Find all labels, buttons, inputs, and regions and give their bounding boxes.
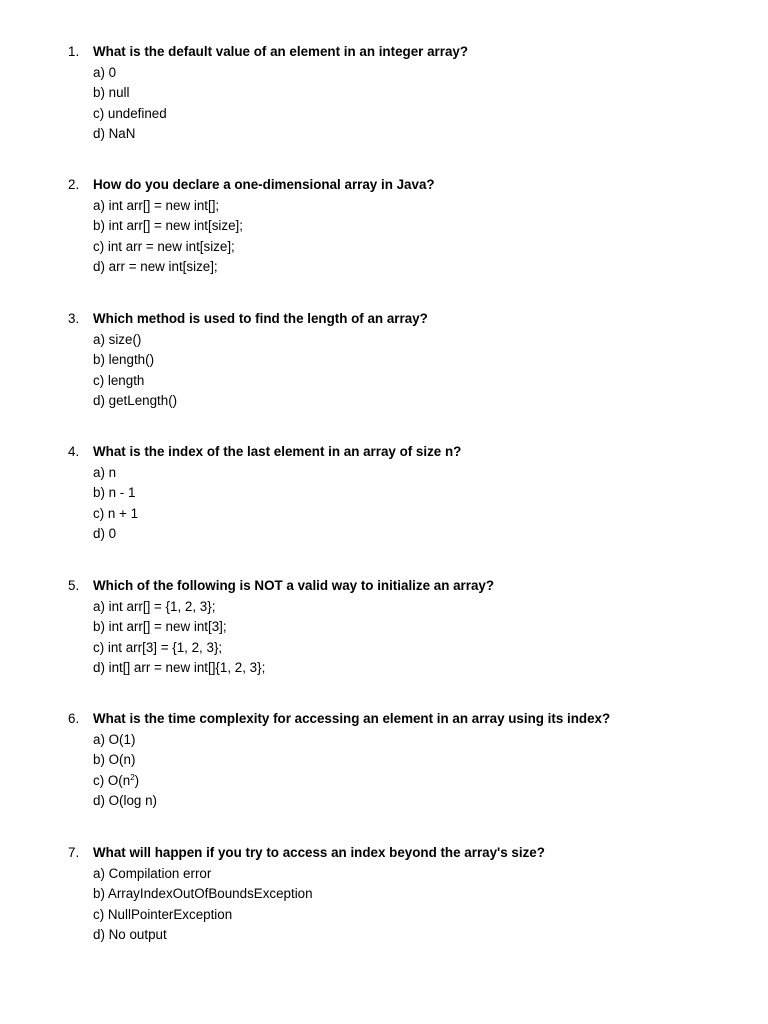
question-number: 5. [68,578,80,593]
question-text: Which method is used to find the length of an array? [93,311,428,326]
option-b: b) O(n) [93,752,136,768]
question-5 [68,576,748,679]
option-c: c) undefined [93,105,167,121]
question-number: 7. [68,845,80,860]
question-number: 1. [68,44,80,59]
option-b: b) n - 1 [93,485,136,501]
question-text: What is the default value of an element in an integer array? [93,44,469,59]
options-list [93,730,748,812]
option-d: d) No output [93,927,167,943]
option-b: b) null [93,85,130,101]
question-3 [68,309,748,412]
option-a: a) 0 [93,64,117,80]
question-2 [68,175,748,278]
question-7 [68,843,748,946]
question-number: 2. [68,177,80,192]
option-d: d) O(log n) [93,793,157,809]
option-c: c) int arr[3] = {1, 2, 3}; [93,639,223,655]
option-c-exponent: 2 [130,772,135,782]
option-a: a) O(1) [93,731,136,747]
option-c-close: ) [134,772,140,788]
option-c: c) length [93,372,145,388]
option-d: d) NaN [93,126,136,142]
question-number: 3. [68,311,80,326]
option-a: a) Compilation error [93,865,212,881]
option-c [93,771,748,792]
options-list [93,63,748,145]
question-text: What is the time complexity for accessing an element in an array using its index? [93,711,611,726]
options-list [93,330,748,412]
option-c: c) NullPointerException [93,906,233,922]
option-d: d) 0 [93,526,117,542]
options-list [93,463,748,545]
option-b: b) ArrayIndexOutOfBoundsException [93,886,313,902]
options-list [93,864,748,946]
question-1 [68,42,748,145]
question-number: 6. [68,711,80,726]
option-a: a) int arr[] = new int[]; [93,197,220,213]
option-a: a) n [93,464,117,480]
option-c: c) n + 1 [93,505,139,521]
option-b: b) int arr[] = new int[size]; [93,218,243,234]
option-d: d) arr = new int[size]; [93,259,218,275]
option-b: b) length() [93,352,155,368]
question-text: Which of the following is NOT a valid way to initialize an array? [93,578,495,593]
question-text: How do you declare a one-dimensional array in Java? [93,177,435,192]
question-text: What is the index of the last element in an array of size n? [93,444,462,459]
option-d: d) getLength() [93,393,178,409]
option-c-main: c) O(n [93,772,131,788]
options-list [93,597,748,679]
question-text: What will happen if you try to access an index beyond the array's size? [93,845,545,860]
question-number: 4. [68,444,80,459]
options-list [93,196,748,278]
option-b: b) int arr[] = new int[3]; [93,619,227,635]
option-a: a) size() [93,331,142,347]
option-a: a) int arr[] = {1, 2, 3}; [93,598,216,614]
question-6 [68,709,748,812]
option-d: d) int[] arr = new int[]{1, 2, 3}; [93,660,266,676]
question-4 [68,442,748,545]
option-c: c) int arr = new int[size]; [93,238,235,254]
